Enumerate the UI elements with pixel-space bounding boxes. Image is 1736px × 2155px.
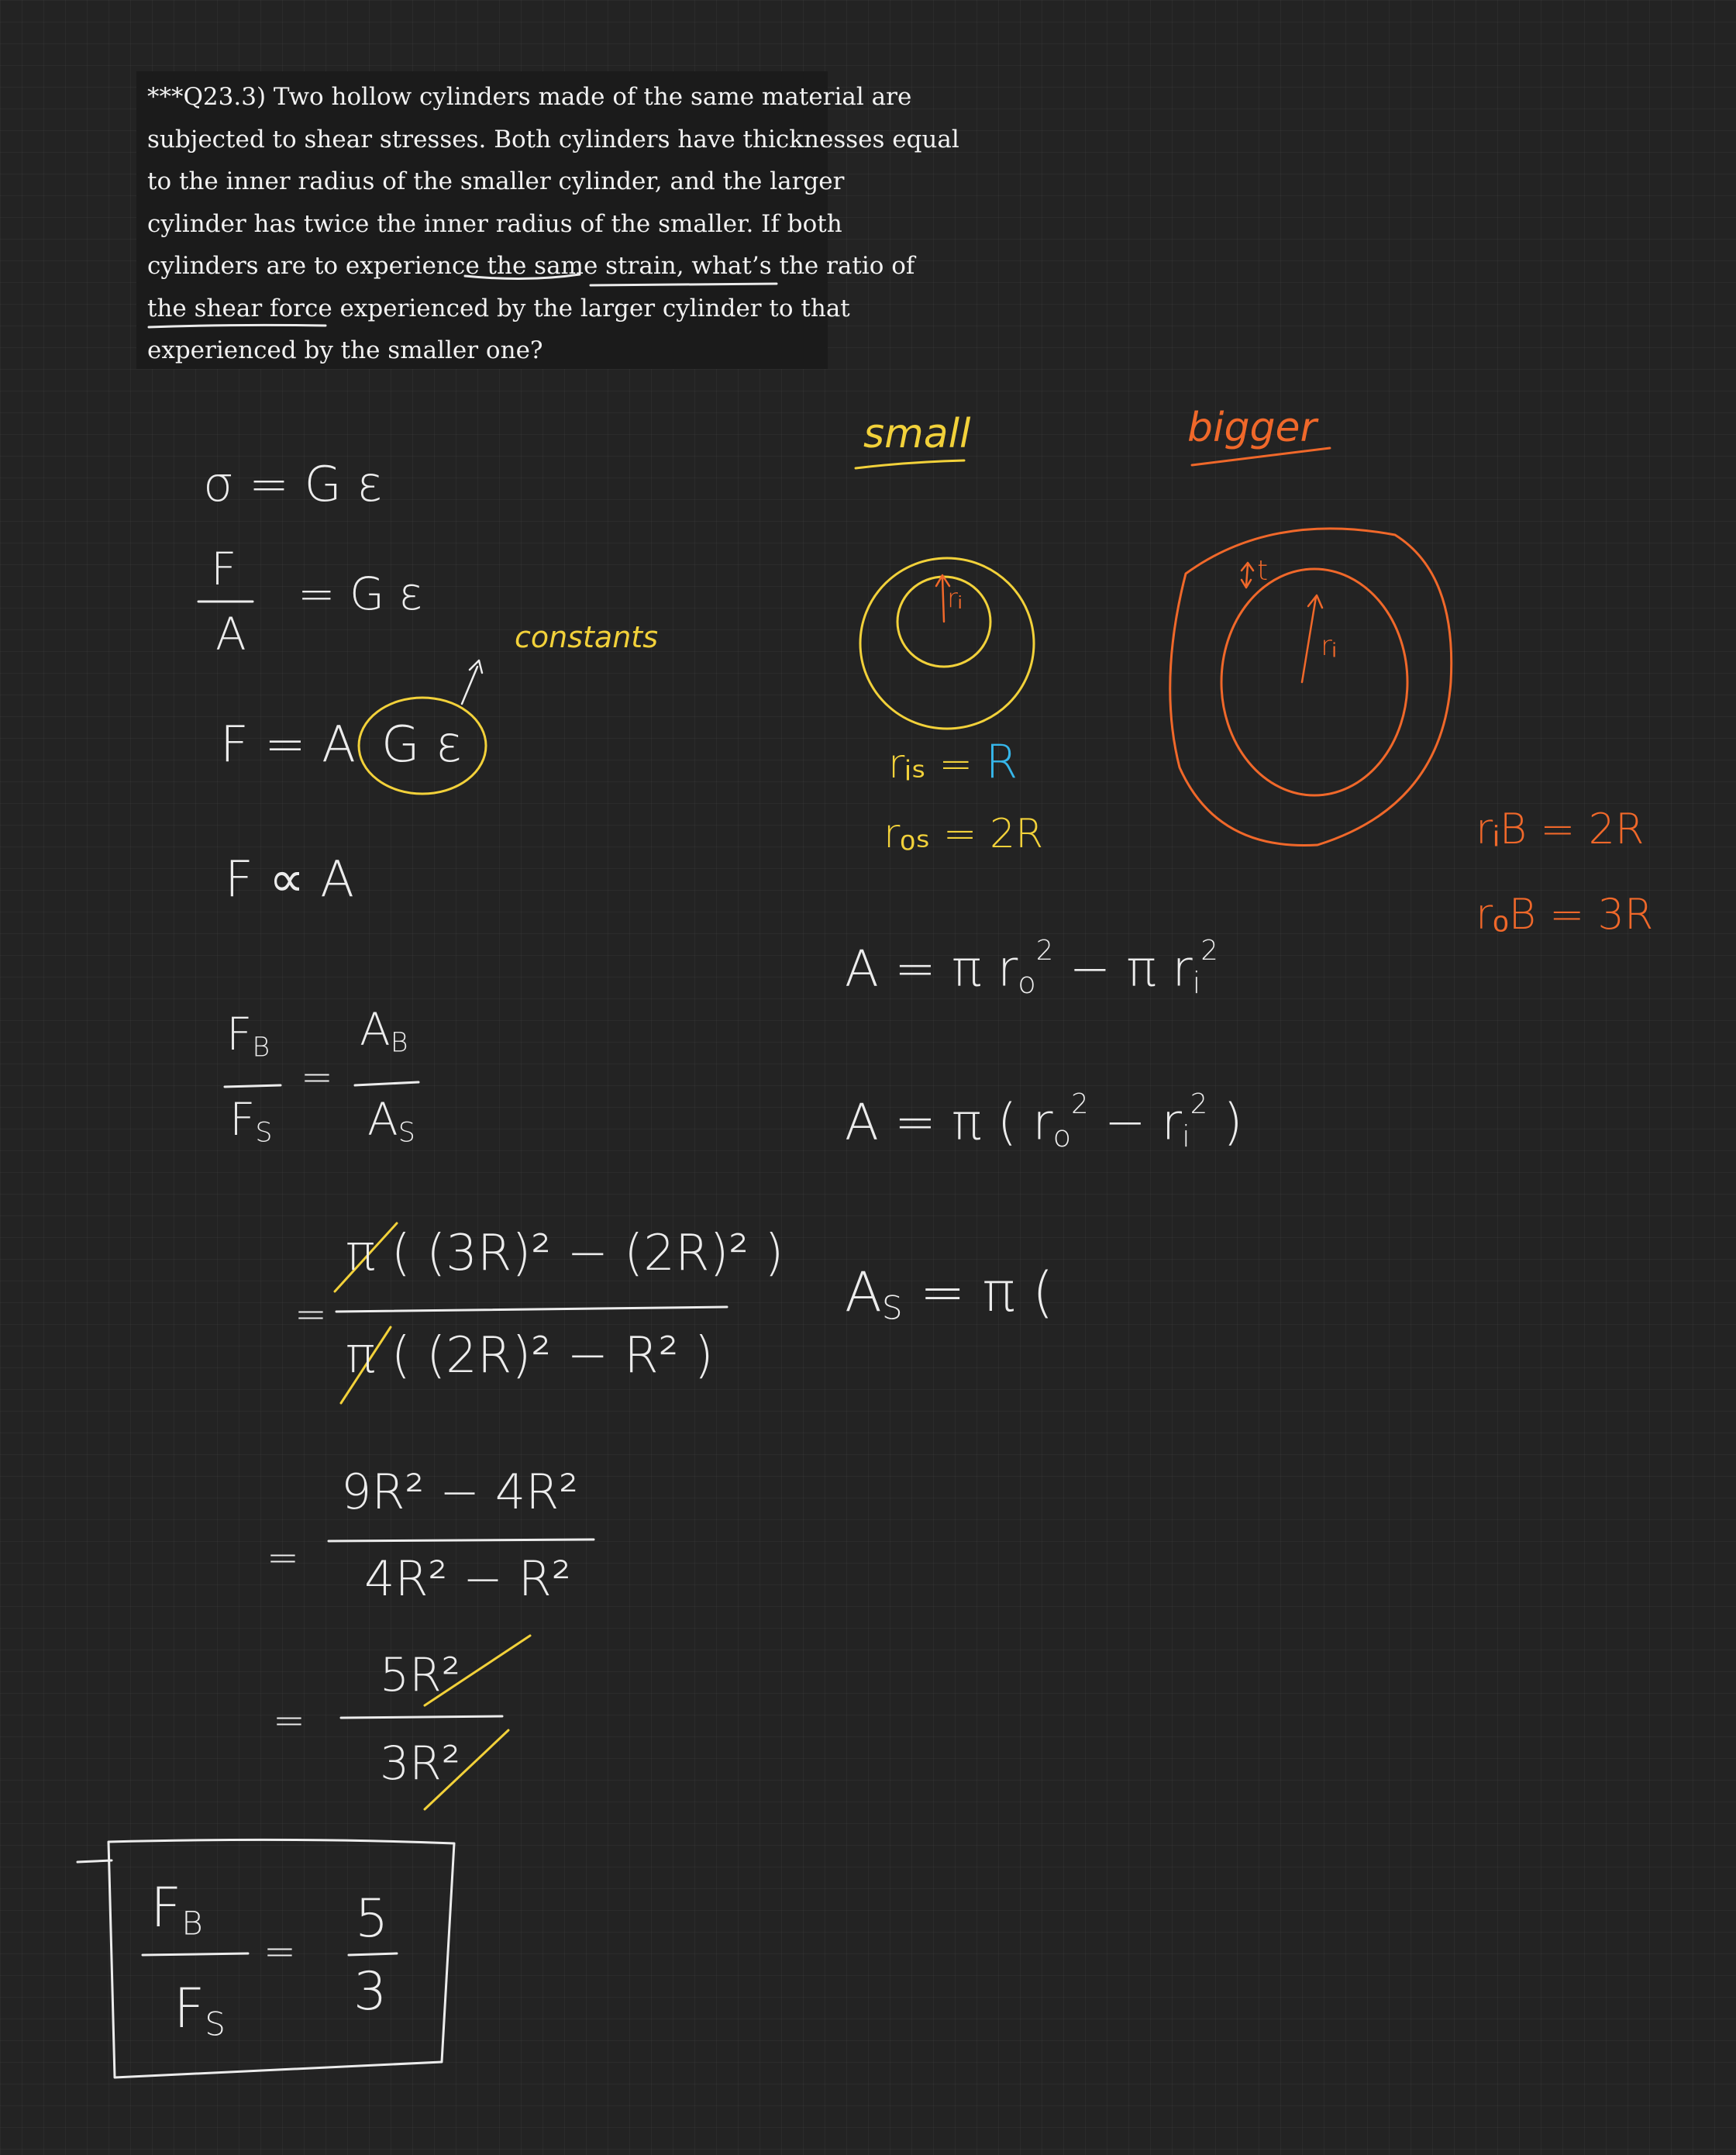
big-ri-label: rᵢ <box>1321 630 1337 662</box>
eq-F-over-A-num: F <box>211 543 237 595</box>
eq-F-equals-A: F = A <box>220 716 356 774</box>
question-line: the shear force experienced by the larger cylinder to that <box>147 294 850 322</box>
area-eq-1-sub-o: o <box>1018 966 1036 1002</box>
ratio-FS <box>229 1093 272 1149</box>
eq-F-over-A-den: A <box>215 608 246 660</box>
bar-FB-FS <box>225 1085 281 1087</box>
area-eq-1-b: − π r <box>1053 940 1193 998</box>
final-FB-sub: B <box>181 1904 203 1943</box>
big-t-label: t <box>1257 555 1269 587</box>
big-outer-circle <box>1170 529 1452 846</box>
final-5: 5 <box>355 1888 389 1950</box>
area-eq-3 <box>845 1260 1053 1327</box>
ratio-FB-letter: F <box>226 1008 253 1060</box>
step3-equals: = <box>273 1698 305 1743</box>
ratio-FS-letter: F <box>229 1093 256 1146</box>
final-equals: = <box>264 1929 296 1974</box>
small-ri-label: rᵢ <box>947 583 963 614</box>
area-eq-2-sub-i: i <box>1182 1119 1190 1155</box>
bar-final-left <box>143 1953 248 1955</box>
underline-small <box>856 460 964 468</box>
area-eq-1-a: A = π r <box>845 940 1018 998</box>
bigger-label: bigger <box>1187 405 1317 451</box>
bar-step2 <box>329 1540 594 1541</box>
ros-equation: rₒₛ = 2R <box>884 811 1044 857</box>
eq-stress-strain: σ = G ε <box>203 456 383 512</box>
final-FS <box>174 1977 226 2043</box>
eq-G-epsilon-circled: G ε <box>381 716 463 774</box>
ratio-FB-sub: B <box>252 1032 270 1064</box>
step1-equals: = <box>294 1291 327 1336</box>
eq-F-proportional-A: F ∝ A <box>225 851 354 909</box>
constants-arrow <box>462 660 482 704</box>
question-line: cylinder has twice the inner radius of the smaller. If both <box>147 209 842 238</box>
big-inner-circle <box>1221 569 1407 795</box>
question-line: ***Q23.3) Two hollow cylinders made of the same material are <box>147 83 912 111</box>
big-radius-arrow <box>1302 595 1322 682</box>
area-eq-3-sub-s: S <box>881 1288 903 1327</box>
question-line: to the inner radius of the smaller cylinder, and the larger <box>147 167 845 195</box>
final-3: 3 <box>353 1961 388 2022</box>
area-eq-1 <box>845 935 1218 1001</box>
small-label: small <box>863 411 971 457</box>
step1-numerator: π ( (3R)² − (2R)² ) <box>346 1225 784 1282</box>
step3-numerator: 5R² <box>380 1648 460 1702</box>
area-eq-2-b: − r <box>1088 1094 1183 1152</box>
final-FS-letter: F <box>174 1977 205 2040</box>
area-eq-1-sq: 2 <box>1035 935 1054 967</box>
riB-equation: rᵢB = 2R <box>1476 805 1645 853</box>
final-FB-letter: F <box>150 1876 182 1939</box>
constants-label: constants <box>515 620 658 654</box>
area-eq-2-sq: 2 <box>1071 1088 1089 1120</box>
step2-equals: = <box>267 1535 299 1580</box>
ratio-FS-sub: S <box>255 1117 273 1149</box>
ratio-AB-sub: B <box>390 1027 408 1059</box>
ratio-AS <box>367 1093 415 1149</box>
small-inner-circle <box>897 577 990 667</box>
question-line: cylinders are to experience the same strain, what’s the ratio of <box>147 252 915 280</box>
ratio-AB <box>360 1003 408 1059</box>
eq-F-over-A-rhs: = G ε <box>298 567 423 620</box>
area-eq-3-rest: = π ( <box>902 1260 1054 1324</box>
area-eq-3-a: A <box>845 1260 882 1324</box>
ris-label: rᵢₛ = <box>888 741 973 788</box>
area-eq-2-end: ) <box>1207 1094 1243 1152</box>
area-eq-2 <box>845 1088 1242 1154</box>
final-FB <box>150 1876 203 1943</box>
area-eq-1-sub-i: i <box>1192 966 1201 1002</box>
big-thickness-arrow <box>1242 563 1253 588</box>
ratio-AS-letter: A <box>367 1093 398 1146</box>
area-eq-2-a: A = π ( r <box>845 1094 1053 1152</box>
area-eq-2-sq2: 2 <box>1190 1088 1208 1120</box>
step1-denominator: π ( (2R)² − R² ) <box>346 1327 714 1384</box>
ratio-equals: = <box>301 1054 333 1099</box>
question-line: experienced by the smaller one? <box>147 336 543 364</box>
step2-numerator: 9R² − 4R² <box>341 1464 579 1520</box>
bar-step3 <box>341 1716 502 1718</box>
ris-equation <box>888 735 1018 789</box>
area-eq-2-sub-o: o <box>1052 1119 1072 1155</box>
question-line: subjected to shear stresses. Both cylinders have thicknesses equal <box>147 125 959 153</box>
question-text-box <box>136 71 959 369</box>
final-FS-sub: S <box>205 2005 226 2043</box>
step3-denominator: 3R² <box>380 1736 460 1791</box>
bar-step1 <box>336 1307 727 1312</box>
ratio-FB <box>226 1008 270 1064</box>
ratio-AB-letter: A <box>360 1003 391 1056</box>
bar-final-right <box>349 1953 397 1955</box>
ris-value: R <box>985 735 1018 789</box>
bar-AB-AS <box>355 1082 418 1085</box>
ratio-AS-sub: S <box>398 1117 415 1149</box>
roB-equation: rₒB = 3R <box>1476 890 1654 939</box>
area-eq-1-sq2: 2 <box>1200 935 1218 967</box>
step2-denominator: 4R² − R² <box>364 1550 571 1607</box>
